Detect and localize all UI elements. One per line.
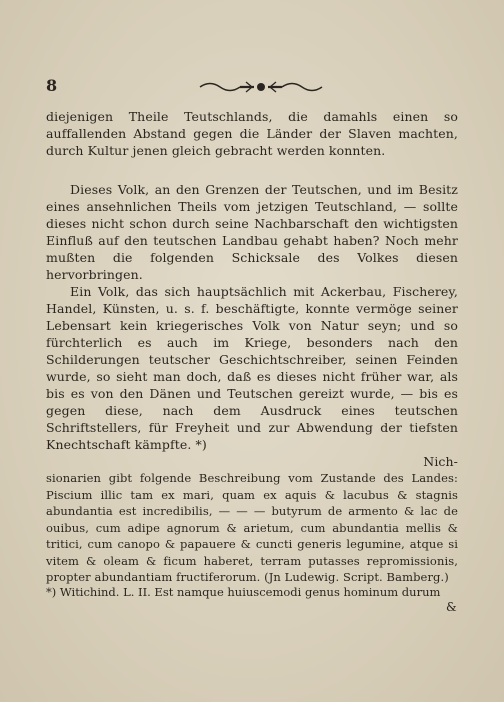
- page-number: 8: [46, 76, 58, 95]
- paragraph: Dieses Volk, an den Grenzen der Teutschen, und im Besitz eines ansehnlichen Theils vom jetzigen Teutschland, — sollte dieses nicht schon durch seine Nachbarschaft den wichtigsten Einfluß auf den teutschen Landbau gehabt haben? Noch mehr mußten die folgenden Schicksale des Volkes diesen hervorbringen.: [46, 182, 458, 282]
- quote-source: (Jn Ludewig. Script. Bamberg.): [264, 570, 449, 584]
- page-header: [46, 76, 466, 98]
- paragraph: diejenigen Theile Teutschlands, die damahls einen so auffallenden Abstand gegen die Länder der Slaven machten, durch Kultur jenen gleich gebracht werden konnten.: [46, 109, 458, 158]
- paragraph: Ein Volk, das sich hauptsächlich mit Ackerbau, Fischerey, Handel, Künsten, u. s. f. beschäftigte, konnte vermöge seiner Lebensart kein kriegerisches Volk von Natur seyn; und so fürchterlich es auch im Kriege, besonders nach den Schilderungen teutscher Geschichtschreiber, seinen Feinden wurde, so sieht man doch, daß es dieses nicht früher war, als bis es von den Dänen und Teutschen gereizt wurde, — bis es gegen diese, nach dem Ausdruck eines teutschen Schriftstellers, für Freyheit und zur Abwendung der tiefsten Knechtschaft kämpfte. *): [46, 284, 458, 452]
- catchword: Nich-: [423, 454, 458, 469]
- quote-text: sionarien gibt folgende Beschreibung vom Zustande des Landes: Piscium illic tam ex mari, quam ex aquis & lacubus & stagnis abundantia est incredibilis, — — — butyrum de armento & lac de ouibus, cum adipe agnorum & arietum, cum abundantia mellis & tritici, cum canopo & papauere & cuncti generis legumine, atque si vitem & oleam & ficum haberet, terram putasses repromissionis, propter abundantiam fructiferorum.: [46, 471, 458, 584]
- footnote-catchword: &: [446, 600, 457, 614]
- main-text: [46, 108, 458, 586]
- latin-quote: [46, 470, 458, 586]
- decorative-flourish-icon: [196, 78, 326, 96]
- footnote: *) Witichind. L. II. Est namque huiuscemodi genus hominum durum: [46, 585, 441, 599]
